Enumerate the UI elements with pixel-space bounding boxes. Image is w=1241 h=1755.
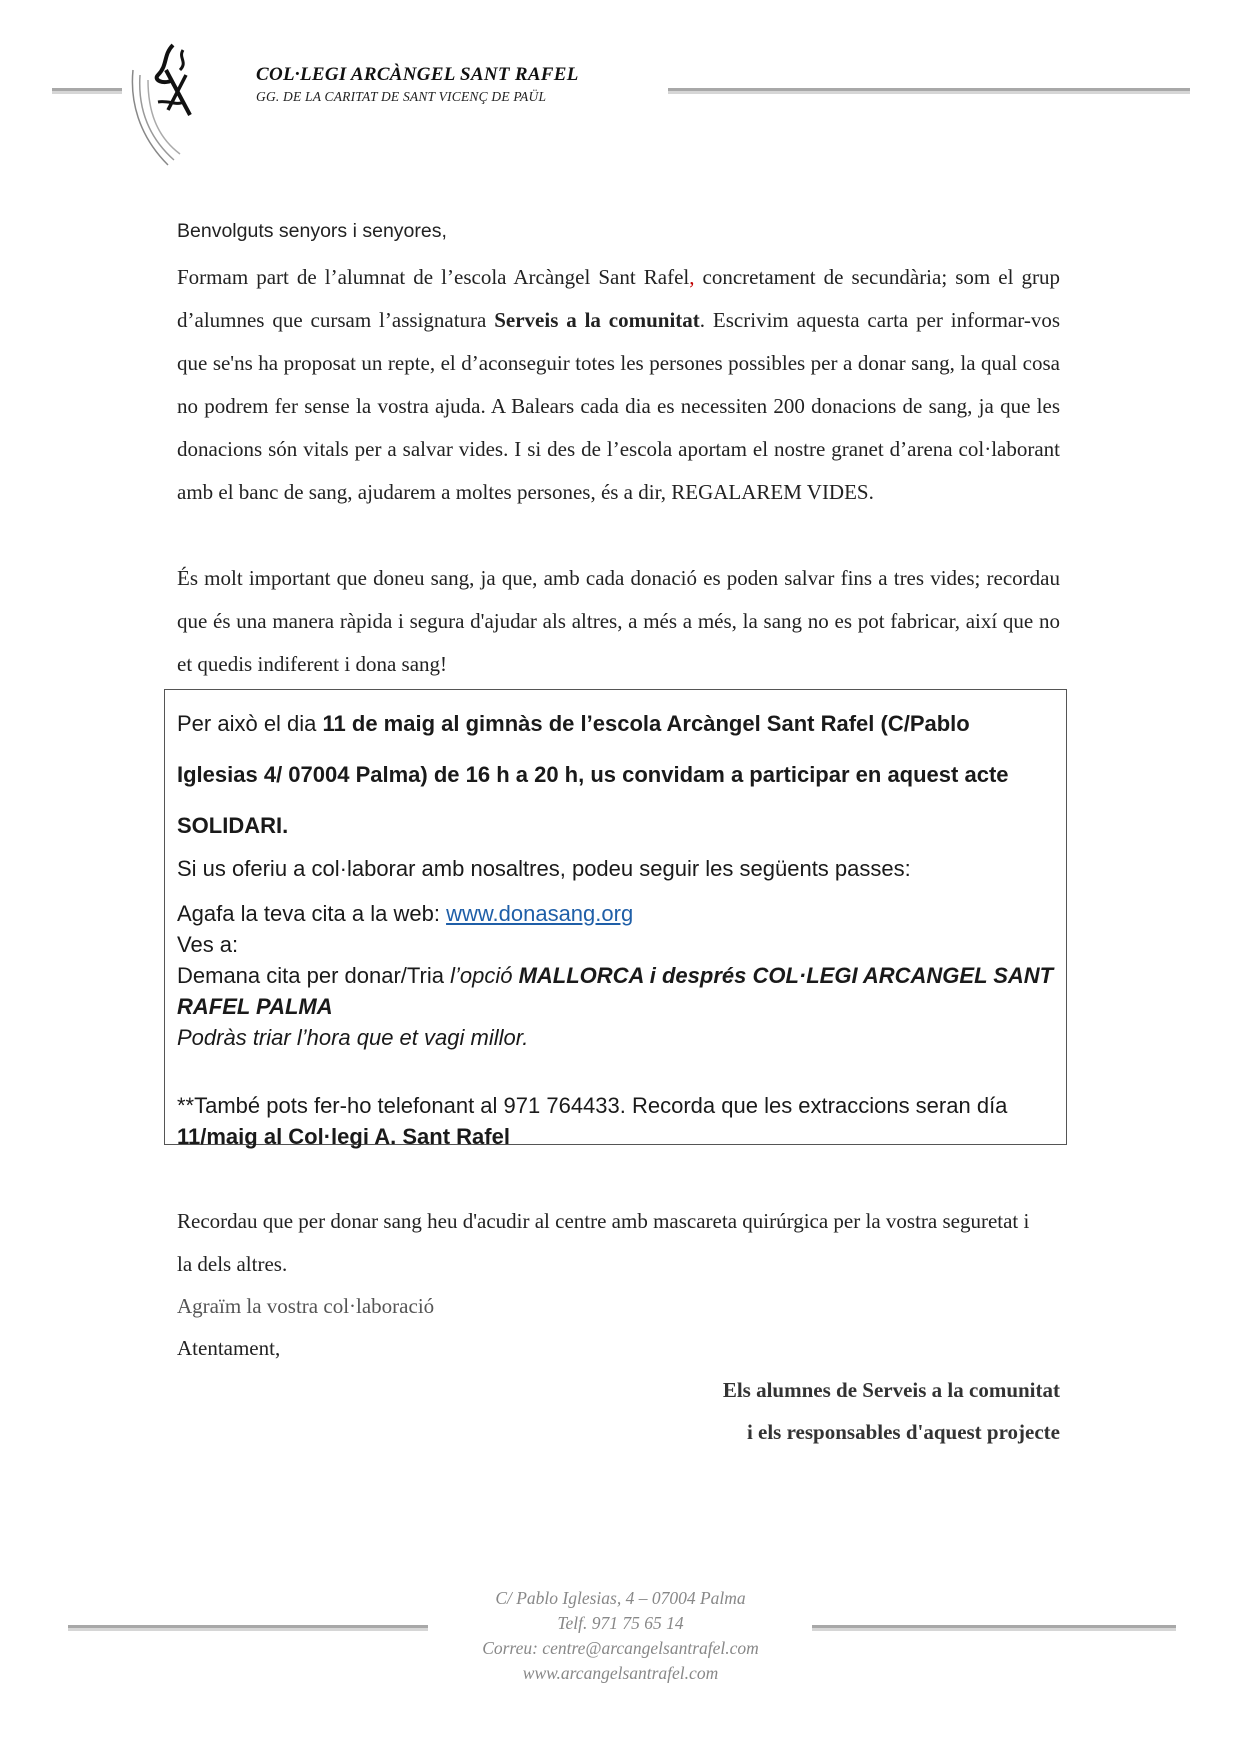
intro-text-c: . Escrivim aquesta carta per informar-vos que se'ns ha proposat un repte, el d’aconseguir totes les persones possibles per a donar sang, la qual cosa no podrem fer sense la vostra ajuda. A Balears cada dia es necessiten 200 donacions de sang, ja que les donacions són vitals per a salvar vides. I si des de l’escola aportam el nostre granet d’arena col·laborant amb el banc de sang, ajudarem a moltes persones, és a dir, REGALAREM VIDES.: [177, 308, 1060, 504]
signature-line-2: i els responsables d'aquest projecte: [746, 1420, 1060, 1444]
greeting: Benvolguts senyors i senyores,: [177, 220, 447, 242]
phone-note: [177, 1090, 1054, 1152]
phone-text: **També pots fer-ho telefonant al 971 764433. Recorda que les extraccions seran día: [177, 1093, 1008, 1118]
paragraph-intro: [177, 256, 1060, 514]
footer-address: C/ Pablo Iglesias, 4 – 07004 Palma: [495, 1588, 746, 1608]
footer-phone: Telf. 971 75 65 14: [557, 1613, 684, 1633]
school-logo: [128, 40, 218, 170]
steps-intro: Si us oferiu a col·laborar amb nosaltres, podeu seguir les següents passes:: [177, 856, 911, 881]
event-invitation: [177, 698, 1054, 851]
footer-email[interactable]: Correu: centre@arcangelsantrafel.com: [482, 1638, 759, 1658]
web-label: Agafa la teva cita a la web:: [177, 901, 447, 926]
header-rule-left: [52, 88, 122, 94]
event-details: 11 de maig al gimnàs de l’escola Arcàngel Sant Rafel (C/Pablo Iglesias 4/ 07004 Palma) de 16 h a 20 h, us convidam a participar en aquest acte SOLIDARI.: [177, 711, 1009, 838]
mask-reminder: Recordau que per donar sang heu d'acudir al centre amb mascareta quirúrgica per la vostra seguretat i la dels altres.: [177, 1209, 1030, 1276]
extraction-date: 11/maig al Col·legi A. Sant Rafel: [177, 1124, 510, 1149]
event-intro: Per això el dia: [177, 711, 323, 736]
choose-time-text: Podràs triar l’hora que et vagi millor.: [177, 1025, 529, 1050]
school-congregation: GG. DE LA CARITAT DE SANT VICENÇ DE PAÜL: [256, 89, 547, 104]
thanks-line: Agraïm la vostra col·laboració: [177, 1294, 435, 1318]
ves-label: Ves a:: [177, 932, 239, 957]
sign-off: Atentament,: [177, 1336, 281, 1360]
intro-text-a: Formam part de l’alumnat de l’escola Arcàngel Sant Rafel: [177, 265, 690, 289]
intro-comma: ,: [689, 265, 695, 289]
intro-text-b: concretament de secundària; som el grup d’alumnes que cursam l’assignatura: [177, 265, 1060, 332]
donasang-link[interactable]: www.donasang.org: [446, 901, 634, 926]
event-info-box: [164, 689, 1067, 1149]
header-rule-right: [668, 88, 1190, 94]
paragraph-importance: És molt important que doneu sang, ja que, amb cada donació es poden salvar fins a tres vides; recordau que és una manera ràpida i segura d'ajudar als altres, a més a més, la sang no es pot fabricar, així que no et quedis indiferent i dona sang!: [177, 566, 1060, 676]
signature-line-1: Els alumnes de Serveis a la comunitat: [722, 1378, 1060, 1402]
school-name: COL·LEGI ARCÀNGEL SANT RAFEL: [256, 64, 579, 85]
footer-web[interactable]: www.arcangelsantrafel.com: [522, 1663, 719, 1683]
steps-list: [177, 898, 1054, 1053]
demana-text: Demana cita per donar/Tria: [177, 963, 451, 988]
subject-name: Serveis a la comunitat: [494, 308, 700, 332]
location-option: MALLORCA i després COL·LEGI ARCANGEL SANT RAFEL PALMA: [177, 963, 1054, 1019]
opcio-text: l’opció: [450, 963, 519, 988]
